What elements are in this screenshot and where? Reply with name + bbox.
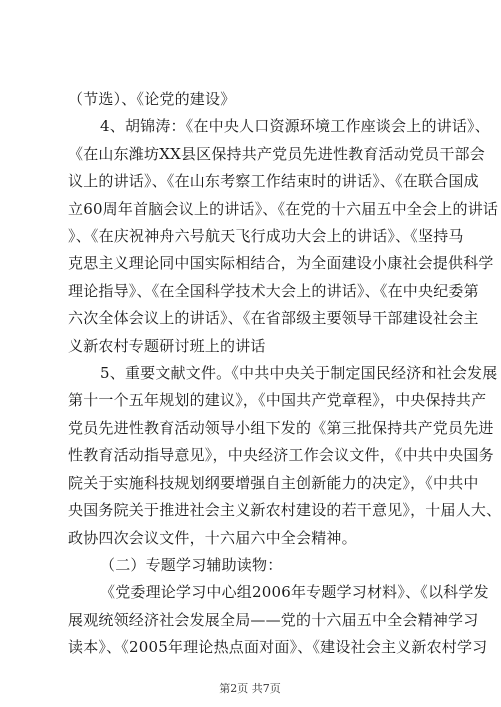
text-line: 立60周年首脑会议上的讲话》、《在党的十六届五中全会上的讲话 xyxy=(68,199,499,218)
text-line: 读本》、《2005年理论热点面对面》、《建设社会主义新农村学习 xyxy=(68,638,488,657)
body-text xyxy=(68,86,501,662)
text-line: 理论指导》、《在全国科学技术大会上的讲话》、《在中央纪委第 xyxy=(68,281,479,300)
text-line: 4、胡锦涛：《在中央人口资源环境工作座谈会上的讲话》、 xyxy=(100,117,490,136)
text-line: 议上的讲话》、《在山东考察工作结束时的讲话》、《在联合国成 xyxy=(68,172,479,191)
section-heading: （二）专题学习辅助读物： xyxy=(100,555,283,574)
text-line: 性教育活动指导意见》，中央经济工作会议文件，《中共中央国务 xyxy=(68,446,494,465)
text-line: 展观统领经济社会发展全局——党的十六届五中全会精神学习 xyxy=(68,610,479,629)
text-line: 》、《在庆祝神舟六号航天飞行成功大会上的讲话》、《坚持马 xyxy=(68,227,464,246)
text-line: 政协四次会议文件，十六届六中全会精神。 xyxy=(68,528,357,547)
text-line: 克思主义理论同中国实际相结合，为全面建设小康社会提供科学 xyxy=(68,254,494,273)
page-footer: 第2页 共7页 xyxy=(219,682,281,695)
text-line: 5、重要文献文件。《中共中央关于制定国民经济和社会发展 xyxy=(100,364,498,383)
text-line: 党员先进性教育活动领导小组下发的《第三批保持共产党员先进 xyxy=(68,418,494,437)
text-line: 《在山东潍坊XX县区保持共产党员先进性教育活动党员干部会 xyxy=(68,144,485,163)
text-line: 院关于实施科技规划纲要增强自主创新能力的决定》，《中共中 xyxy=(68,473,479,492)
text-line: 央国务院关于推进社会主义新农村建设的若干意见》，十届人大、 xyxy=(68,501,501,520)
text-line: 六次全体会议上的讲话》、《在省部级主要领导干部建设社会主 xyxy=(68,309,479,328)
text-line: 《党委理论学习中心组2006年专题学习材料》、《以科学发 xyxy=(100,583,489,602)
text-line: 第十一个五年规划的建议》，《中国共产党章程》，中央保持共产 xyxy=(68,391,487,410)
text-line: （节选）、《论党的建设》 xyxy=(68,90,236,108)
text-line: 义新农村专题研讨班上的讲话 xyxy=(68,336,266,355)
